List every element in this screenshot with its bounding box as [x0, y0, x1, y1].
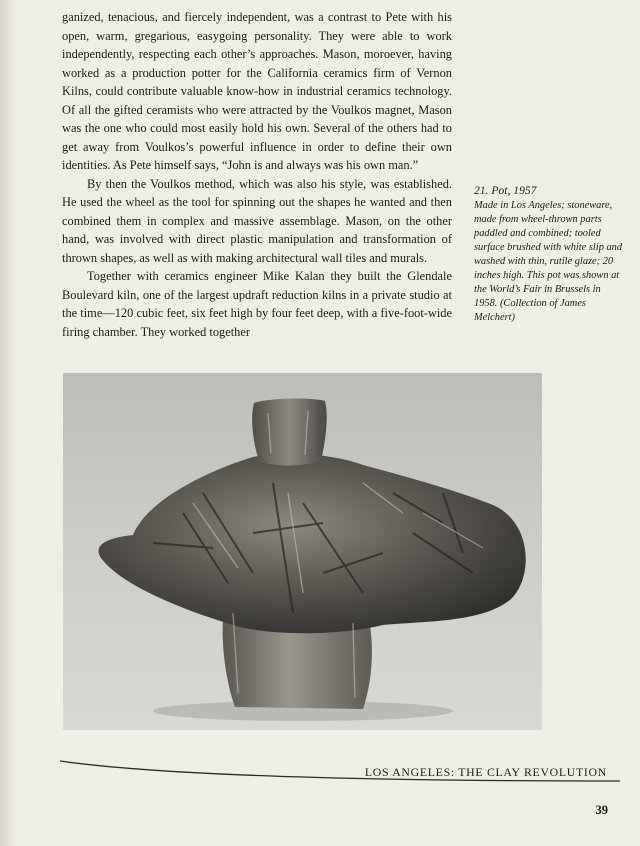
figure-caption [474, 184, 624, 325]
paragraph-1: ganized, tenacious, and fiercely independent, was a contrast to Pete with his open, warm, gregarious, easygoing personality. They were able to work independently, respecting each other’s approaches. Mason, moroever, having worked as a production potter for the California ceramics firm of Vernon Kilns, could contribute valuable know-how in industrial ceramics technology. Of all the gifted ceramists who were attracted by the Voulkos magnet, Mason was the one who could most easily hold his own. Several of the others had to get away from Voulkos’s powerful influence in order to define their own identities. As Pete himself says, “John is and always was his own man.” [62, 10, 452, 172]
page-number: 39 [595, 803, 608, 817]
body-text [62, 8, 452, 341]
paragraph-3: Together with ceramics engineer Mike Kalan they built the Glendale Boulevard kiln, one of the largest updraft reduction kilns in a private studio at the time—120 cubic feet, six feet high by four feet deep, with a five-foot-wide firing chamber. They worked together [62, 269, 452, 339]
paragraph-2: By then the Voulkos method, which was also his style, was established. He used the wheel as the tool for spinning out the shapes he wanted and then combined them in complex and massive assemblage. Mason, on the other hand, was involved with direct plastic manipulation and transformation of thrown shapes, as well as with making architectural wall tiles and murals. [62, 176, 452, 265]
caption-title: 21. Pot, 1957 [474, 184, 537, 197]
running-head: LOS ANGELES: THE CLAY REVOLUTION [364, 765, 607, 779]
caption-text: Made in Los Angeles; stoneware, made from wheel-thrown parts paddled and combined; tooled surface brushed with white slip and washed with thin, rutile glaze; 20 inches high. This pot was shown at the World’s Fair in Brussels in 1958. (Collection of James Melchert) [474, 200, 623, 323]
pot-photograph [63, 373, 542, 730]
page-gutter [0, 0, 16, 846]
